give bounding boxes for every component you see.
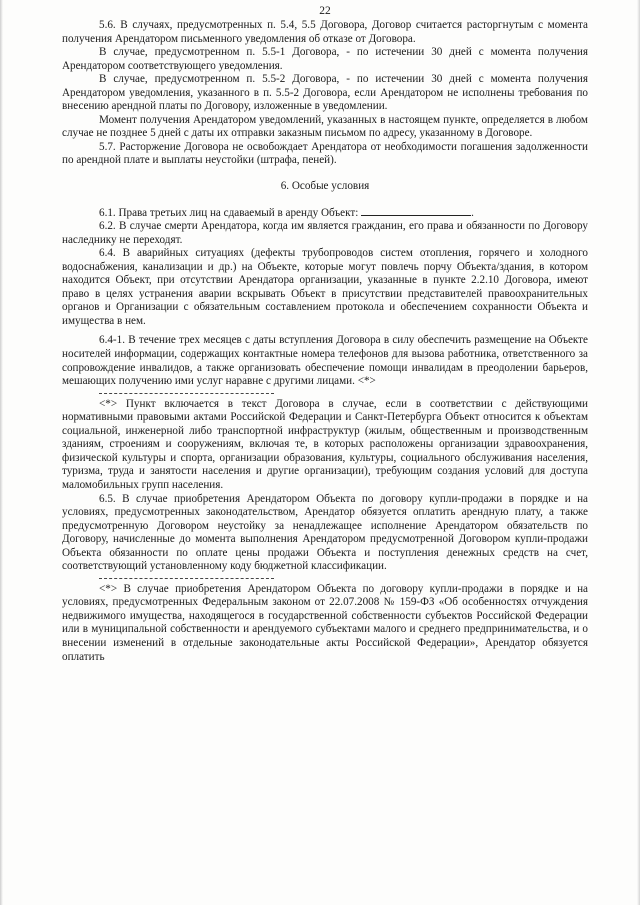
paragraph-6-1 [62,205,588,221]
page-number: 22 [319,5,331,17]
section-heading: 6. Особые условия [280,180,370,193]
paragraph-6-4-1: 6.4-1. В течение трех месяцев с даты вступления Договора в силу обеспечить размещение на Объекте носителей информации, содержащих контактные номера телефонов для вызова работника, ответственного за сопровождение инвалидов, а также организовать обеспечение помощи инвалидам в преодолении барьеров, мешающих получению ими услуг наравне с другими лицами. <*> [62,334,588,388]
fill-in-blank [361,205,471,216]
paragraph-5-6: 5.6. В случаях, предусмотренных п. 5.4, 5.5 Договора, Договор считается расторгнутым с момента получения Арендатором письменного уведомления об отказе от Договора. [62,19,588,45]
paragraph-notice-moment: Момент получения Арендатором уведомлений, указанных в настоящем пункте, определяется в любом случае не позднее 5 дней с даты их отправки заказным письмом по адресу, указанному в Договоре. [62,113,588,140]
footnote-separator-2 [99,578,274,579]
scan-edge-left [0,0,3,905]
paragraph-6-1-end: . [471,206,474,219]
paragraph-5-5-2: В случае, предусмотренном п. 5.5-2 Договора, - по истечении 30 дней с момента получения Арендатором уведомления, указанного в п. 5.5-2 Договора, если Арендатором не исполнены требования по внесению арендной платы по Договору, изложенные в уведомлении. [62,73,588,113]
paragraph-5-7: 5.7. Расторжение Договора не освобождает Арендатора от необходимости погашения задолженности по арендной плате и выплаты неустойки (штрафа, пеней). [62,140,588,167]
paragraph-6-2: 6.2. В случае смерти Арендатора, когда им является гражданин, его права и обязанности по Договору наследнику не переходят. [62,220,588,246]
paragraph-6-5: 6.5. В случае приобретения Арендатором Объекта по договору купли-продажи в порядке и на условиях, предусмотренных законодательством, Арендатор обязуется оплатить арендную плату, а также предусмотренную Договором неустойку за ненадлежащее исполнение Арендатором обязательств по Договору, начисленные до момента выполнения Арендатором предусмотренной Договором купли-продажи Объекта обязанности по оплате цены продажи Объекта и поступления денежных средств на счет, соответствующий установленному коду бюджетной классификации. [62,492,588,573]
footnote-2: <*> В случае приобретения Арендатором Объекта по договору купли-продажи в порядке и на условиях, предусмотренных Федеральным законом от 22.07.2008 № 159-ФЗ «Об особенностях отчуждения недвижимого имущества, находящегося в государственной собственности субъектов Российской Федерации или в муниципальной собственности и арендуемого субъектами малого и среднего предпринимательства, и о внесении изменений в отдельные законодательные акты Российской Федерации», Арендатор обязуется оплатить [62,582,588,663]
paragraph-6-1-text: 6.1. Права третьих лиц на сдаваемый в аренду Объект: [99,206,359,219]
footnote-1: <*> Пункт включается в текст Договора в случае, если в соответствии с действующими нормативными правовыми актами Российской Федерации и Санкт-Петербурга Объект относится к объектам социальной, инженерной либо транспортной инфраструктур (жилым, общественным и производственным зданиям, строениям и сооружениям, включая те, в которых расположены организации здравоохранения, физической культуры и спорта, организации образования, культуры, социального обслуживания населения, туризма, труда и занятости населения и другие организации), требующим создания условий для доступа маломобильных групп населения. [62,397,588,491]
page-content [62,4,588,664]
footnote-separator [99,393,274,394]
paragraph-6-4: 6.4. В аварийных ситуациях (дефекты трубопроводов систем отопления, горячего и холодного водоснабжения, канализации и др.) на Объекте, которые могут повлечь порчу Объекта/здания, в котором находится Объект, при отсутствии Арендатора организации, указанные в пункте 2.2.10 Договора, имеют право в целях устранения аварии вскрывать Объект в присутствии представителей правоохранительных органов и Организации с обязательным составлением протокола и обеспечением сохранности Объекта и имущества в нем. [62,247,588,327]
paragraph-5-5-1: В случае, предусмотренном п. 5.5-1 Договора, - по истечении 30 дней с момента получения Арендатором соответствующего уведомления. [62,46,588,72]
